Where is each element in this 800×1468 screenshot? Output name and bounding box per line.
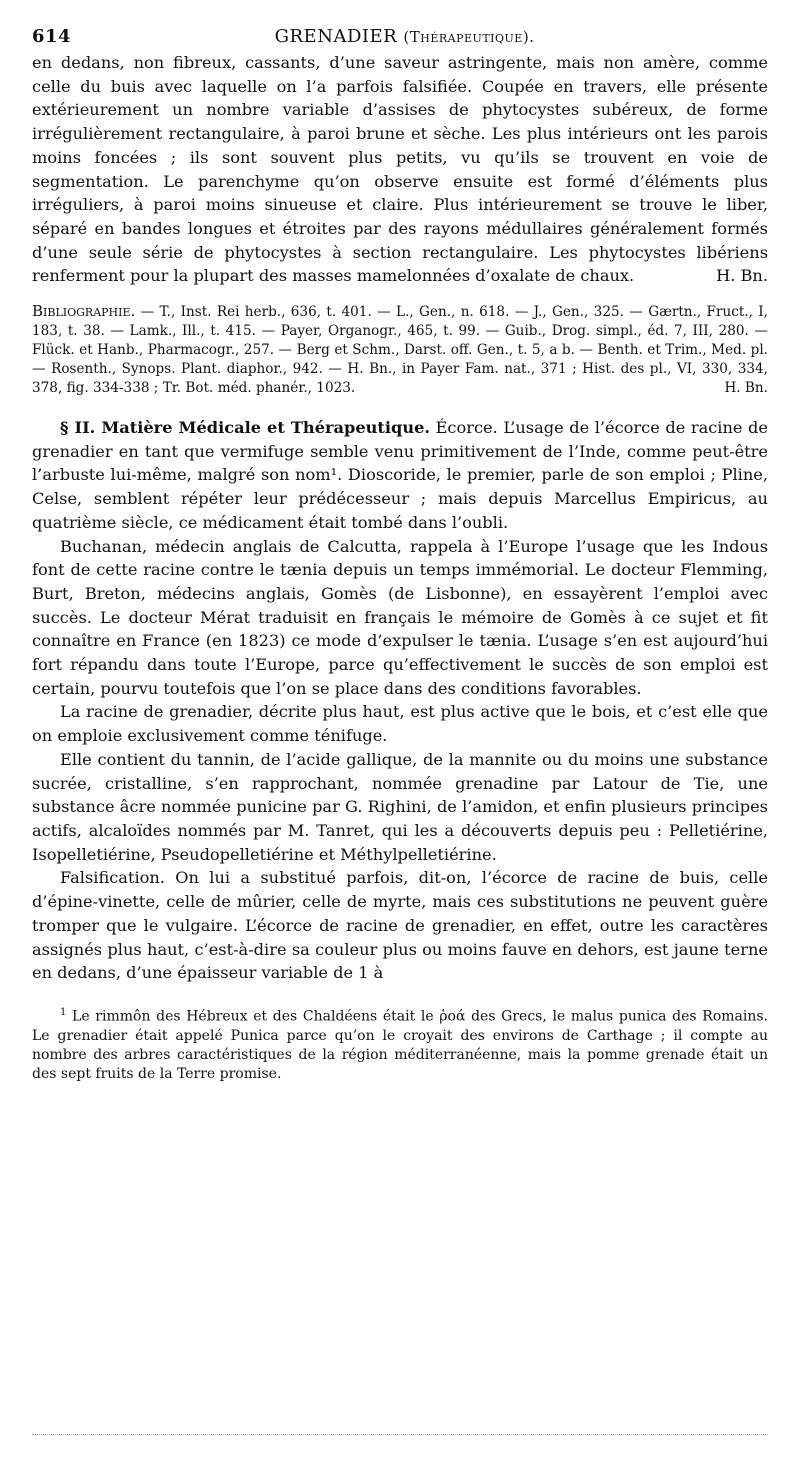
section-ii <box>32 416 768 985</box>
bibliography-signature: H. Bn. <box>724 380 768 397</box>
page-number: 614 <box>32 26 72 47</box>
bibliography-label: Bibliographie. <box>32 302 136 321</box>
section-paragraph: Falsification. On lui a substitué parfois, dit-on, l’écorce de racine de buis, celle d’épine-vinette, celle de mûrier, celle de myrte, mais ces substitutions ne peuvent guère tromper que le vulgaire. L’écorce de racine de grenadier, en effet, outre les caractères assignés plus haut, c’est-à-dire sa couleur plus ou moins fauve en dehors, est jaune terne en dedans, d’une épaisseur variable de 1 à <box>32 868 768 983</box>
section-heading: § II. Matière Médicale et Thérapeutique. <box>60 418 431 438</box>
footnote-text: Le rimmôn des Hébreux et des Chaldéens était le ῥοά des Grecs, le malus punica des Romains. Le grenadier était appelé Punica parce qu’on le croyait des environs de Carthage ; il compte au nombre des arbres caractéristiques de la région méditerranéenne, mais la pomme grenade était un des sept fruits de la Terre promise. <box>32 1008 768 1082</box>
section-paragraph: Écorce. L’usage de l’écorce de racine de grenadier en tant que vermifuge semble venu primitivement de l’Inde, comme peut-être l’arbuste lui-même, malgré son nom¹. Dioscoride, le premier, parle de son emploi ; Pline, Celse, semblent répéter leur prédécesseur ; mais depuis Marcellus Empiricus, au quatrième siècle, ce médicament était tombé dans l’oubli. <box>32 418 768 532</box>
intro-paragraph-text: en dedans, non fibreux, cassants, d’une saveur astringente, mais non amère, comme celle du buis avec laquelle on l’a parfois falsifiée. Coupée en travers, elle présente extérieurement un nombre variable d’assises de phytocystes subéreux, de forme irrégulièrement rectangulaire, à paroi brune et sèche. Les plus intérieurs ont les parois moins foncées ; ils sont souvent plus petits, vu qu’ils se trouvent en voie de segmentation. Le parenchyme qu’on observe ensuite est formé d’éléments plus irréguliers, à paroi moins sinueuse et claire. Plus intérieurement se trouve le liber, séparé en bandes longues et étroites par des rayons médullaires généralement formés d’une seule série de phytocystes à section rectangulaire. Les phytocystes libériens renferment pour la plupart des masses mamelonnées d’oxalate de chaux. <box>32 53 768 286</box>
footnote <box>32 1003 768 1084</box>
footnote-mark: 1 <box>60 1006 67 1018</box>
page-title-main: GRENADIER <box>274 26 398 47</box>
bibliography-text: — T., Inst. Rei herb., 636, t. 401. — L., Gen., n. 618. — J., Gen., 325. — Gærtn., Fruct., I, 183, t. 38. — Lamk., Ill., t. 415. — Payer, Organogr., 465, t. 99. — Guib., Drog. simpl., éd. 7, III, 280. — Flück. et Hanb., Pharmacogr., 257. — Berg et Schm., Darst. off. Gen., t. 5, a b. — Benth. et Trim., Med. pl. — Rosenth., Synops. Plant. diaphor., 942. — H. Bn., in Payer Fam. nat., 371 ; Hist. des pl., VI, 330, 334, 378, fig. 334-338 ; Tr. Bot. méd. phanér., 1023. <box>32 304 768 397</box>
page-title-sub: (Thérapeutique). <box>403 28 535 46</box>
section-paragraph: La racine de grenadier, décrite plus haut, est plus active que le bois, et c’est elle que on emploie exclusivement comme ténifuge. <box>32 702 768 746</box>
intro-signature: H. Bn. <box>716 266 768 286</box>
bottom-divider <box>32 1434 768 1435</box>
bibliography <box>32 302 768 398</box>
page-title <box>71 26 738 47</box>
section-paragraph: Elle contient du tannin, de l’acide gallique, de la mannite ou du moins une substance sucrée, cristalline, s’en rapprochant, nommée grenadine par Latour de Tie, une substance âcre nommée punicine par G. Righini, de l’amidon, et enfin plusieurs principes actifs, alcaloïdes nommés par M. Tanret, qui les a découverts depuis peu : Pelletiérine, Isopelletiérine, Pseudopelletiérine et Méthylpelletiérine. <box>32 749 768 864</box>
running-header <box>32 26 768 47</box>
intro-paragraph <box>32 51 768 288</box>
section-paragraph: Buchanan, médecin anglais de Calcutta, rappela à l’Europe l’usage que les Indous font de cette racine contre le tænia depuis un temps immémorial. Le docteur Flemming, Burt, Breton, médecins anglais, Gomès (de Lisbonne), en essayèrent l’emploi avec succès. Le docteur Mérat traduisit en français le mémoire de Gomès à ce sujet et fit connaître en France (en 1823) ce mode d’expulser le tænia. L’usage s’en est aujourd’hui fort répandu dans toute l’Europe, parce qu’effectivement le succès de son emploi est certain, pourvu toutefois que l’on se place dans des conditions favorables. <box>32 536 768 698</box>
